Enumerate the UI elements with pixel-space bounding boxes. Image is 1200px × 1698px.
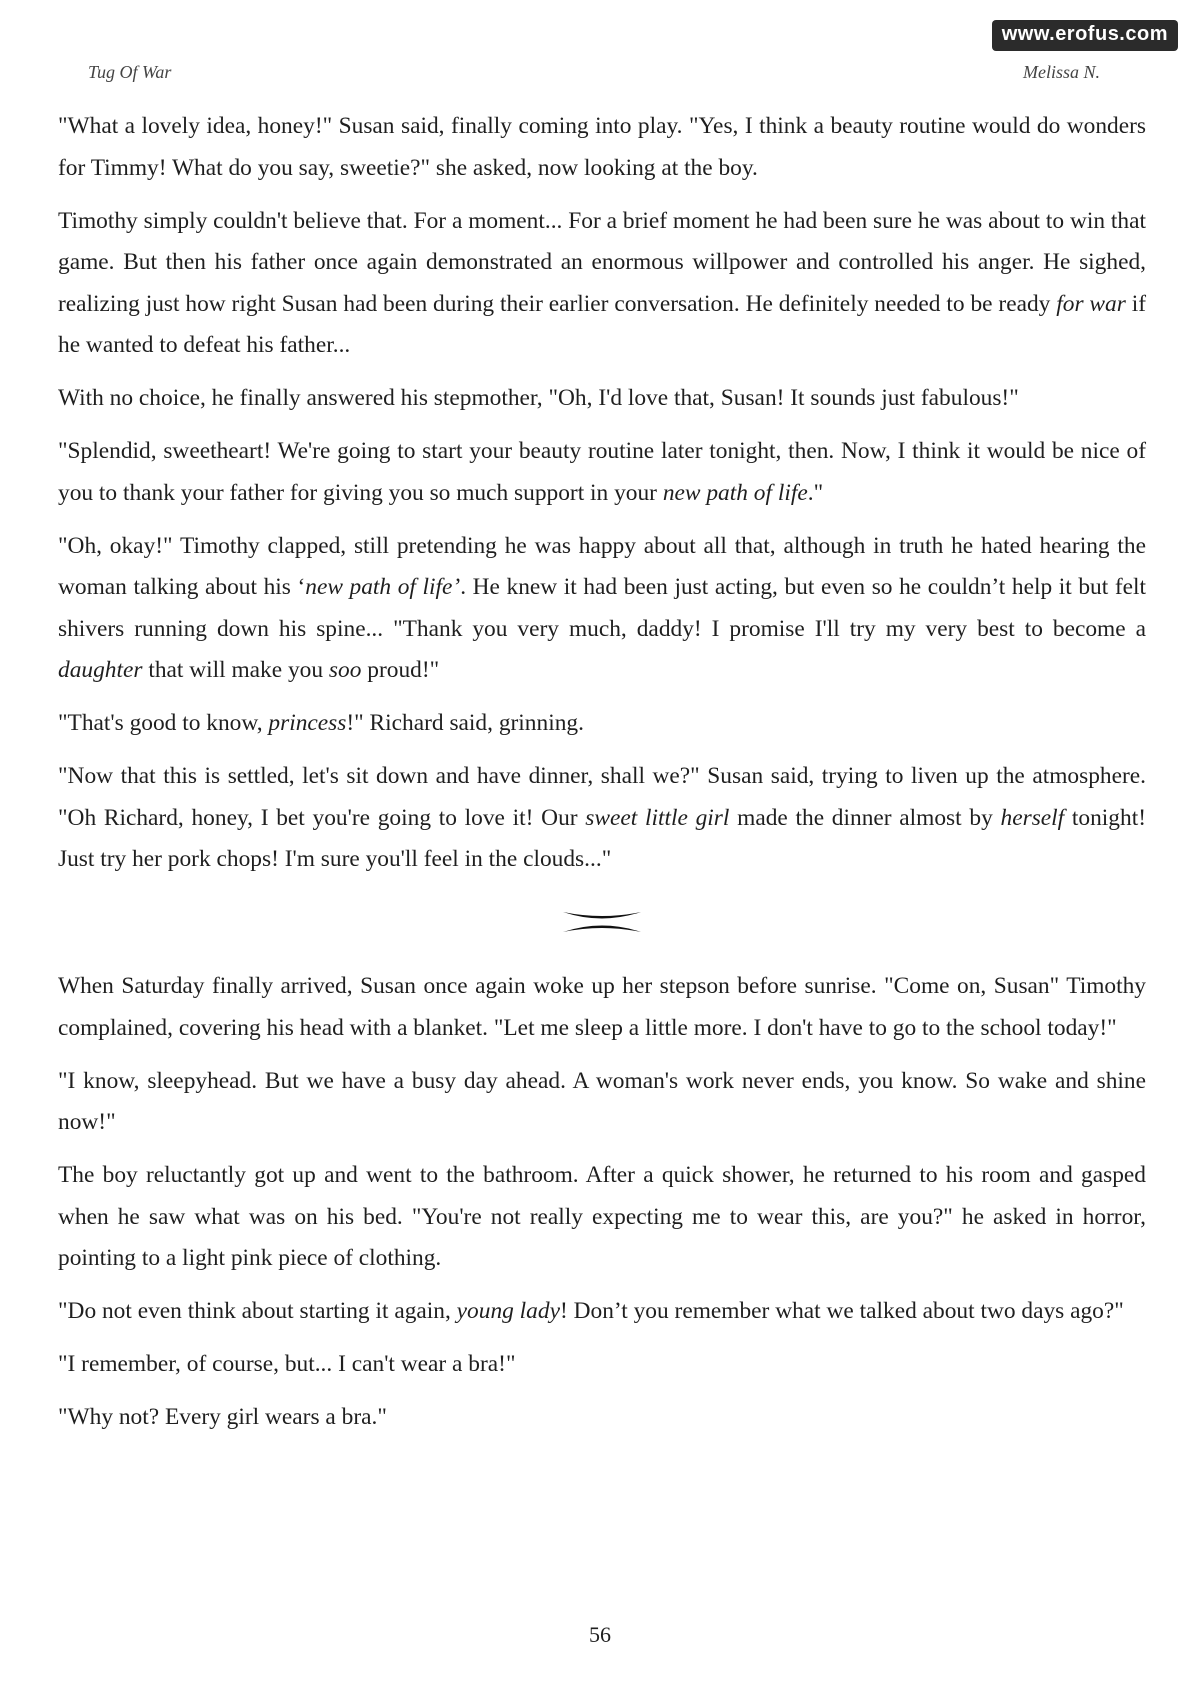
paragraph-6: "That's good to know, princess!" Richard said, grinning.: [58, 710, 584, 736]
paragraph-8: When Saturday finally arrived, Susan once again woke up her stepson before sunrise. "Come on, Susan" Timothy complained, covering his head with a blanket. "Let me sleep a little more. I don't have to go to the school today!": [58, 973, 1146, 1041]
paragraph-2: Timothy simply couldn't believe that. For a moment... For a brief moment he had been sure he was about to win that game. But then his father once again demonstrated an enormous willpower and controlled his anger. He sighed, realizing just how right Susan had been during their earlier conversation. He definitely needed to be ready for war if he wanted to defeat his father...: [58, 207, 1146, 358]
paragraph-4: "Splendid, sweetheart! We're going to start your beauty routine later tonight, then. Now, I think it would be nice of you to thank your father for giving you so much support in your new path of life.": [58, 438, 1146, 506]
paragraph-12: "I remember, of course, but... I can't wear a bra!": [58, 1351, 516, 1377]
watermark: www.erofus.com: [992, 20, 1178, 51]
paragraph-11: "Do not even think about starting it again, young lady! Don’t you remember what we talked about two days ago?": [58, 1298, 1124, 1324]
book-title: Tug Of War: [88, 62, 172, 82]
paragraph-13: "Why not? Every girl wears a bra.": [58, 1404, 387, 1430]
paragraph-7: "Now that this is settled, let's sit down and have dinner, shall we?" Susan said, trying to liven up the atmosphere. "Oh Richard, honey, I bet you're going to love it! Our sweet little girl made the dinner almost by herself tonight! Just try her pork chops! I'm sure you'll feel in the clouds...": [58, 763, 1146, 872]
paragraph-10: The boy reluctantly got up and went to the bathroom. After a quick shower, he returned to his room and gasped when he saw what was on his bed. "You're not really expecting me to wear this, are you?" he asked in horror, pointing to a light pink piece of clothing.: [58, 1162, 1146, 1271]
page-body: [58, 106, 1146, 1450]
page-number: 56: [589, 1622, 611, 1647]
author-name: Melissa N.: [1022, 62, 1100, 82]
paragraph-3: With no choice, he finally answered his stepmother, "Oh, I'd love that, Susan! It sounds just fabulous!": [58, 385, 1019, 411]
paragraph-5: "Oh, okay!" Timothy clapped, still pretending he was happy about all that, although in truth he hated hearing the woman talking about his ‘new path of life’. He knew it had been just acting, but even so he couldn’t help it but felt shivers running down his spine... "Thank you very much, daddy! I promise I'll try my very best to become a daughter that will make you soo proud!": [58, 532, 1147, 683]
scene-break-divider: [58, 892, 1146, 952]
paragraph-1: "What a lovely idea, honey!" Susan said, finally coming into play. "Yes, I think a beauty routine would do wonders for Timmy! What do you say, sweetie?" she asked, now looking at the boy.: [58, 113, 1146, 181]
paragraph-9: "I know, sleepyhead. But we have a busy day ahead. A woman's work never ends, you know. So wake and shine now!": [58, 1067, 1146, 1135]
scene-break-ornament-icon: [561, 907, 643, 937]
running-header: [88, 62, 1100, 86]
